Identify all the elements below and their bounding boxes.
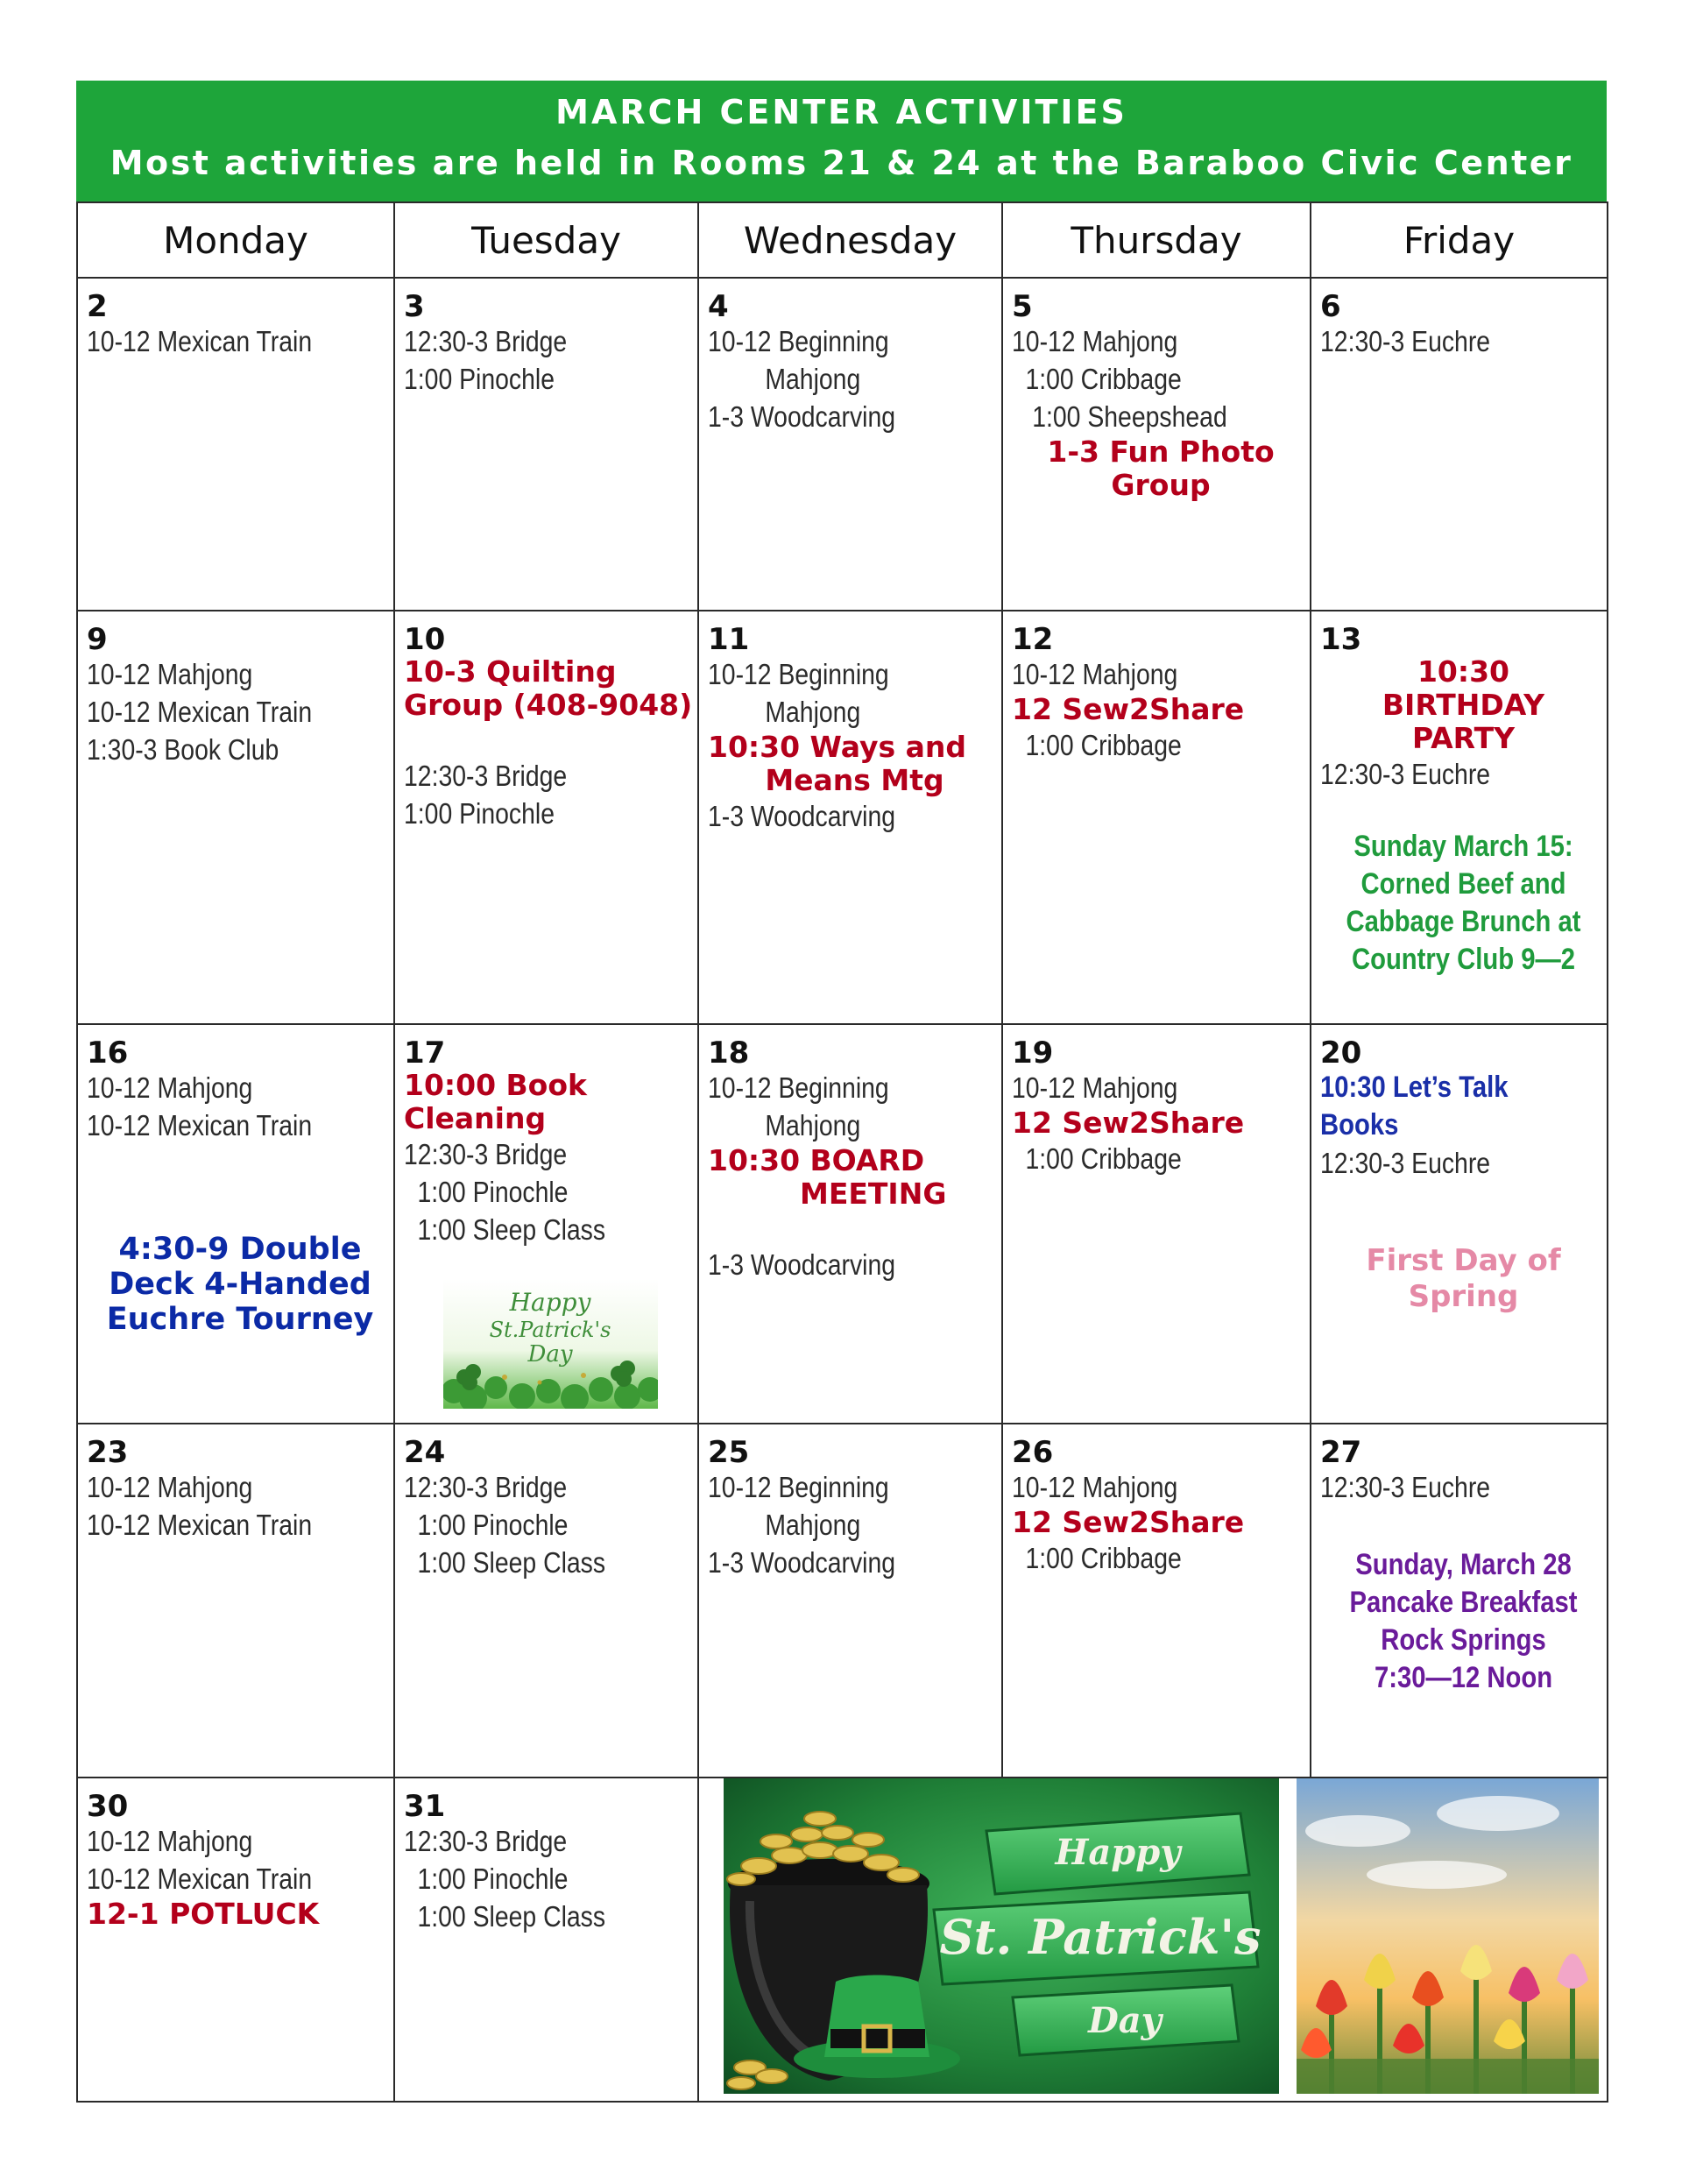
day-cell-18 xyxy=(698,1024,1002,1424)
week-row-2 xyxy=(77,611,1608,1024)
special-event: 10:30 BOARD xyxy=(708,1143,925,1177)
special-event: 1-3 Fun Photo xyxy=(1047,435,1275,469)
activity: 10-12 Beginning xyxy=(708,1071,889,1104)
activity: 12:30-3 Euchre xyxy=(1320,1471,1491,1503)
date-number: 26 xyxy=(1012,1435,1054,1470)
svg-text:Happy: Happy xyxy=(1055,1832,1181,1873)
spacer xyxy=(404,722,697,757)
special-event: 12-1 POTLUCK xyxy=(87,1897,320,1931)
calendar-title: MARCH CENTER ACTIVITIES xyxy=(555,93,1127,131)
tulips-image xyxy=(1297,1778,1599,2094)
activity: 1:00 Sheepshead xyxy=(1032,400,1227,433)
activity: 12:30-3 Bridge xyxy=(404,325,568,357)
special-event: Group (408-9048) xyxy=(404,688,693,722)
activity: 10-12 Mahjong xyxy=(87,658,253,690)
svg-text:Happy: Happy xyxy=(509,1288,591,1317)
date-number: 12 xyxy=(1012,622,1054,657)
activity: 12:30-3 Euchre xyxy=(1320,325,1491,357)
activity: 1:00 Pinochle xyxy=(417,1176,569,1208)
special-event: 12 Sew2Share xyxy=(1012,1505,1245,1539)
tulip-icon xyxy=(1297,1778,1599,2094)
day-cell-24 xyxy=(394,1424,698,1778)
calendar-subtitle: Most activities are held in Rooms 21 & 24 at the Baraboo Civic Center xyxy=(110,144,1573,182)
spacer xyxy=(1320,793,1607,828)
activity: 1:00 Pinochle xyxy=(404,797,555,830)
date-number: 19 xyxy=(1012,1035,1054,1071)
date-number: 20 xyxy=(1320,1035,1362,1071)
activity: Mahjong xyxy=(765,1109,861,1141)
special-event: 10:30 Ways and xyxy=(708,730,967,764)
activity: 1:00 Cribbage xyxy=(1025,1542,1182,1574)
weekday-wednesday: Wednesday xyxy=(698,202,1002,278)
activity: 1:00 Pinochle xyxy=(417,1862,569,1895)
date-number: 31 xyxy=(404,1789,446,1824)
special-event: BIRTHDAY xyxy=(1382,688,1545,722)
event-note: 7:30—12 Noon xyxy=(1374,1661,1553,1694)
day-cell-17 xyxy=(394,1024,698,1424)
spacer xyxy=(1320,1506,1607,1546)
activity: 1-3 Woodcarving xyxy=(708,1248,896,1281)
special-event: MEETING xyxy=(800,1177,947,1211)
activity: 1:00 Cribbage xyxy=(1025,363,1182,395)
svg-text:Day: Day xyxy=(527,1341,573,1368)
spacer xyxy=(1320,1182,1607,1243)
date-number: 25 xyxy=(708,1435,750,1470)
activity: 12:30-3 Euchre xyxy=(1320,758,1491,790)
day-cell-23 xyxy=(77,1424,394,1778)
activity: 1:00 Pinochle xyxy=(417,1509,569,1541)
day-cell-13 xyxy=(1311,611,1608,1024)
day-cell-27 xyxy=(1311,1424,1608,1778)
activity: 1:00 Sleep Class xyxy=(417,1546,606,1579)
activity: 10-12 Beginning xyxy=(708,1471,889,1503)
event-note: Sunday March 15: xyxy=(1353,830,1573,863)
special-event: Group xyxy=(1111,468,1211,502)
calendar-header xyxy=(76,81,1607,201)
spacer xyxy=(87,1144,393,1232)
activity: 1-3 Woodcarving xyxy=(708,400,896,433)
activity: 12:30-3 Bridge xyxy=(404,1138,568,1170)
activity: 12:30-3 Euchre xyxy=(1320,1147,1491,1179)
pot-of-gold-icon xyxy=(724,1778,1279,2094)
activity: 10-12 Beginning xyxy=(708,658,889,690)
activity: 1:00 Cribbage xyxy=(1025,1142,1182,1175)
special-event: Euchre Tourney xyxy=(106,1302,374,1337)
date-number: 30 xyxy=(87,1789,129,1824)
special-event: 12 Sew2Share xyxy=(1012,692,1245,726)
activity: 1-3 Woodcarving xyxy=(708,1546,896,1579)
date-number: 24 xyxy=(404,1435,446,1470)
date-number: 5 xyxy=(1012,289,1033,324)
date-number: 16 xyxy=(87,1035,129,1071)
activity: 10-12 Mexican Train xyxy=(87,325,313,357)
week-row-4 xyxy=(77,1424,1608,1778)
special-event: PARTY xyxy=(1411,721,1516,755)
activity: 10-12 Mexican Train xyxy=(87,696,313,728)
activity: 12:30-3 Bridge xyxy=(404,760,568,792)
event-note: First Day of xyxy=(1366,1243,1561,1278)
date-number: 18 xyxy=(708,1035,750,1071)
activity: 10-12 Mexican Train xyxy=(87,1109,313,1141)
event-note: Country Club 9—2 xyxy=(1351,943,1576,976)
special-event: 12 Sew2Share xyxy=(1012,1106,1245,1140)
day-cell-4 xyxy=(698,278,1002,611)
activity: 1:00 Sleep Class xyxy=(417,1900,606,1933)
activity: 10-12 Mahjong xyxy=(1012,658,1178,690)
date-number: 3 xyxy=(404,289,425,324)
activity: 10-12 Mahjong xyxy=(1012,1071,1178,1104)
date-number: 9 xyxy=(87,622,108,657)
activity: Mahjong xyxy=(765,1509,861,1541)
st-patricks-small-graphic xyxy=(443,1279,658,1409)
day-cell-9 xyxy=(77,611,394,1024)
event-note: Rock Springs xyxy=(1381,1623,1546,1657)
event-note: Cabbage Brunch at xyxy=(1346,905,1581,938)
special-event: Cleaning xyxy=(404,1101,547,1135)
activity: 10-12 Beginning xyxy=(708,325,889,357)
activity: Mahjong xyxy=(765,696,861,728)
activity: 1:00 Pinochle xyxy=(404,363,555,395)
activity: Mahjong xyxy=(765,363,861,395)
day-cell-12 xyxy=(1002,611,1311,1024)
date-number: 10 xyxy=(404,622,446,657)
event-note: Pancake Breakfast xyxy=(1349,1586,1578,1619)
date-number: 17 xyxy=(404,1035,446,1071)
date-number: 11 xyxy=(708,622,750,657)
day-cell-6 xyxy=(1311,278,1608,611)
event-note: Sunday, March 28 xyxy=(1355,1548,1572,1581)
activity: 10-12 Mexican Train xyxy=(87,1862,313,1895)
day-cell-2 xyxy=(77,278,394,611)
day-cell-16 xyxy=(77,1024,394,1424)
weekday-monday: Monday xyxy=(77,202,394,278)
activity: 12:30-3 Bridge xyxy=(404,1825,568,1857)
date-number: 4 xyxy=(708,289,729,324)
date-number: 27 xyxy=(1320,1435,1362,1470)
svg-text:St. Patrick's: St. Patrick's xyxy=(939,1909,1262,1965)
special-event: 10-3 Quilting xyxy=(404,654,617,689)
day-cell-20 xyxy=(1311,1024,1608,1424)
day-cell-25 xyxy=(698,1424,1002,1778)
day-cell-26 xyxy=(1002,1424,1311,1778)
activity: 10-12 Mahjong xyxy=(87,1071,253,1104)
week-row-1 xyxy=(77,278,1608,611)
week-row-3 xyxy=(77,1024,1608,1424)
activity: 10-12 Mahjong xyxy=(1012,1471,1178,1503)
day-cell-10 xyxy=(394,611,698,1024)
day-cell-11 xyxy=(698,611,1002,1024)
date-number: 2 xyxy=(87,289,108,324)
weekday-thursday: Thursday xyxy=(1002,202,1311,278)
weekday-tuesday: Tuesday xyxy=(394,202,698,278)
day-cell-19 xyxy=(1002,1024,1311,1424)
day-cell-5 xyxy=(1002,278,1311,611)
special-event: 10:30 xyxy=(1417,654,1510,689)
activity: 1:00 Sleep Class xyxy=(417,1213,606,1246)
date-number: 23 xyxy=(87,1435,129,1470)
special-event: Books xyxy=(1320,1108,1399,1141)
activity: 12:30-3 Bridge xyxy=(404,1471,568,1503)
date-number: 6 xyxy=(1320,289,1341,324)
weekday-friday: Friday xyxy=(1311,202,1608,278)
svg-text:St.Patrick's: St.Patrick's xyxy=(489,1318,611,1342)
day-cell-31 xyxy=(394,1778,698,2102)
date-number: 13 xyxy=(1320,622,1362,657)
special-event: 4:30-9 Double xyxy=(118,1232,362,1267)
activity: 10-12 Mahjong xyxy=(87,1471,253,1503)
weekday-header-row xyxy=(77,202,1608,278)
day-cell-30 xyxy=(77,1778,394,2102)
event-note: Spring xyxy=(1408,1279,1519,1314)
activity: 1:30-3 Book Club xyxy=(87,733,279,766)
event-note: Corned Beef and xyxy=(1360,867,1566,901)
special-event: Means Mtg xyxy=(765,763,944,797)
special-event: Deck 4-Handed xyxy=(109,1267,371,1302)
activity: 1:00 Cribbage xyxy=(1025,729,1182,761)
special-event: 10:30 Let’s Talk xyxy=(1320,1071,1509,1104)
spacer xyxy=(708,1211,1001,1246)
activity: 1-3 Woodcarving xyxy=(708,800,896,832)
activity: 10-12 Mahjong xyxy=(1012,325,1178,357)
st-patricks-banner-image xyxy=(724,1778,1279,2094)
shamrock-icon xyxy=(443,1279,658,1409)
svg-text:Day: Day xyxy=(1088,2000,1162,2041)
day-cell-3 xyxy=(394,278,698,611)
activity: 10-12 Mexican Train xyxy=(87,1509,313,1541)
special-event: 10:00 Book xyxy=(404,1068,587,1102)
activity: 10-12 Mahjong xyxy=(87,1825,253,1857)
